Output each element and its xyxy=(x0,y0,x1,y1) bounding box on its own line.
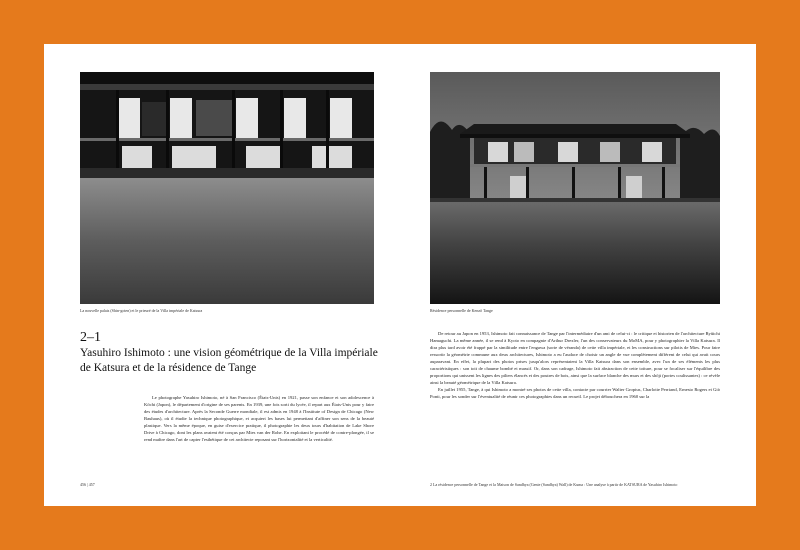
section-title: Yasuhiro Ishimoto : une vision géométrique de la Villa impériale de Katsura et de la résidence de Tange xyxy=(80,347,378,374)
page-number: 456 | 457 xyxy=(80,482,95,487)
paragraph: En juillet 1955, Tange, à qui Ishimoto a montré ses photos de cette villa, contacte par courrier Walter Gropius, Charlotte Perriand, Ernesto Rogers et Giò Ponti, pour les sonder sur l'éventualité de réunir ces photographies dans un recueil. Le projet débouchera en 1960 sur la xyxy=(430,387,720,399)
katsura-villa-photo xyxy=(80,72,374,304)
paragraph: Le photographe Yasuhiro Ishimoto, né à San Francisco (États-Unis) en 1921, passe son enfance et son adolescence à Kōchi (Japon), le département d'origine de ses parents. En 1939, une fois sorti du lycée, il repart aux États-Unis pour y faire des études d'architecture. Après la Seconde Guerre mondiale, il est admis en 1948 à l'Institute of Design de Chicago (New Bauhaus), où il étudie la technique photographique, et acquiert les bases lui permettant d'affiner son sens de la beauté plastique. Vers la même époque, en guise d'exercice pratique, il photographie les deux tours d'habitation de Lake Shore Drive à Chicago, dont les plans avaient été conçus par Mies van der Rohe. En exploitant le procédé de contre-plongée, il se rend maître dans l'art de capter l'esthétique de cet architecte reposant sur l'horizontalité et la verticalité. xyxy=(144,395,374,442)
book-spread xyxy=(44,44,756,506)
photo-caption: Résidence personnelle de Kenzō Tange xyxy=(430,308,493,313)
left-page xyxy=(44,44,400,506)
tange-residence-photo xyxy=(430,72,720,304)
section-number: 2–1 xyxy=(80,330,101,345)
paragraph: De retour au Japon en 1953, Ishimoto fait connaissance de Tange par l'intermédiaire d'un ami de celui-ci : le critique et historien de l'architecture Ryūichi Hamaguchi. La même année, il se rend à Kyoto en compagnie d'Arthur Drexler, l'un des conservateurs du MoMA, pour y photographier la Villa Katsura. Il dira plus tard avoir été frappé par la similitude entre l'engawa (sorte de véranda) de cette villa impériale, et les constructions sur pilotis de Mies. Pour faire ressortir la géométrie commune aux deux architectures, Ishimoto a eu l'audace de choisir un angle de vue complètement différent de celui qui avait cours auparavant. En effet, la plupart des photos prises jusqu'alors représentaient la Villa Katsura dans son ensemble, avec l'un de ses éléments les plus caractéristiques : son toit de chaume bombé et massif. Or, dans son cadrage, Ishimoto fait abstraction de cette toiture, pour se focaliser sur l'équilibre des proportions qui unissent les lignes des piliers élancés et des poutres de bois, ainsi que la surface blanche des murs et des shōji (portes coulissantes) : ce révèle ainsi la beauté géométrique de la Villa Katsura. xyxy=(430,331,720,385)
photo-caption: La nouvelle palais (Shin-goten) et le prieuré de la Villa impériale de Katsura xyxy=(80,308,203,313)
body-text xyxy=(144,394,374,443)
body-text xyxy=(430,330,720,400)
running-footer: 2 La résidence personnelle de Tange et la Maison de Sandhya (Genie (Sandhya) Wall) de Kuma : Une analyse à partir de KATSURA de Yasuhiro Ishimoto xyxy=(430,482,678,487)
right-page xyxy=(400,44,756,506)
